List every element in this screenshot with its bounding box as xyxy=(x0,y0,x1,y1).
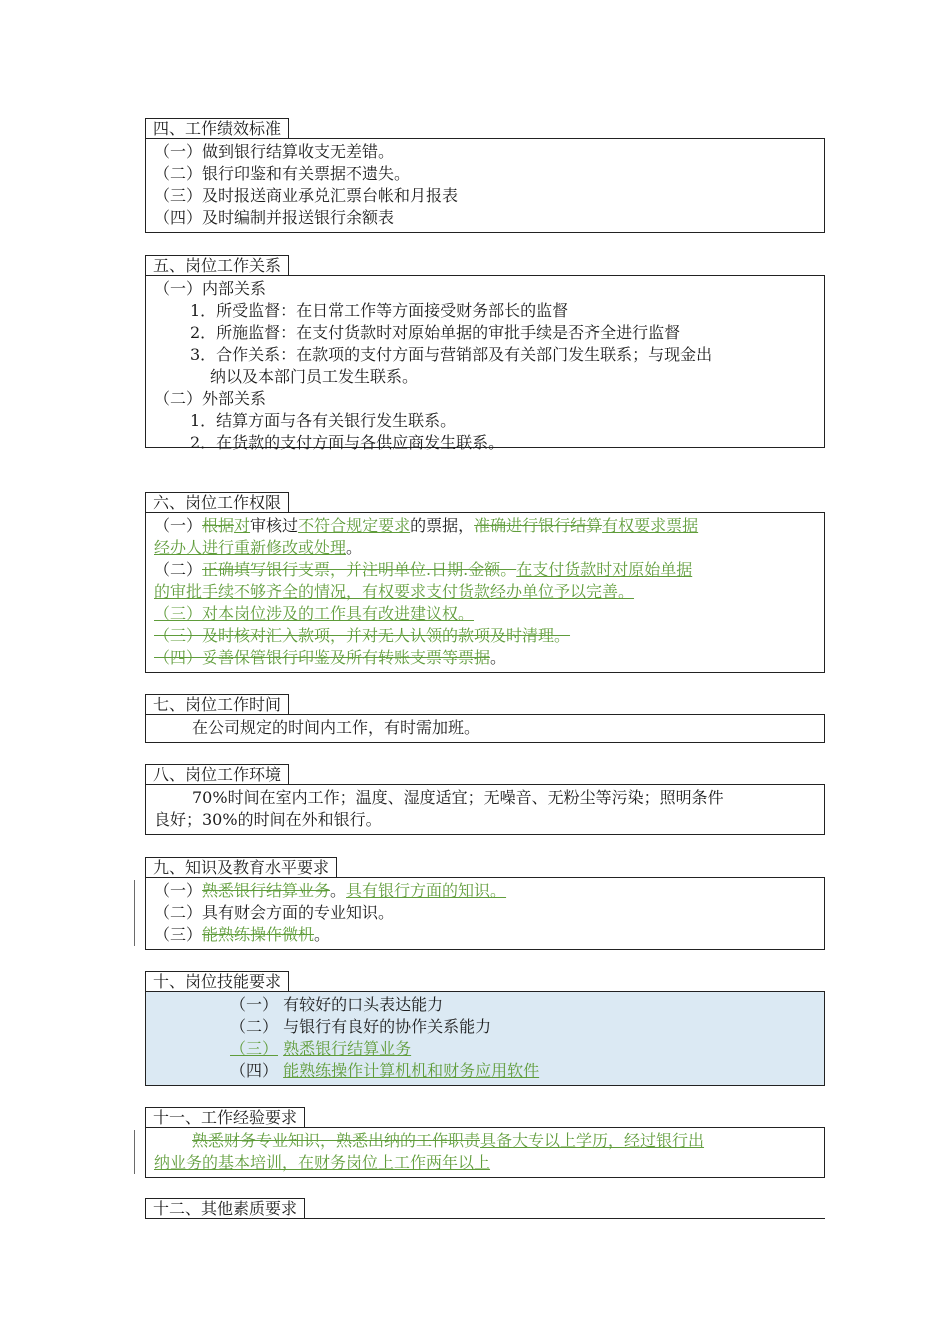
section-body xyxy=(145,878,825,950)
subheading-internal: （一）内部关系 xyxy=(154,279,267,298)
item-number: （一） xyxy=(230,995,279,1014)
text-line xyxy=(154,537,816,559)
paragraph-line: 良好；30%的时间在外和银行。 xyxy=(154,810,382,829)
divider xyxy=(145,784,825,785)
inserted-text: 有权要求票据 xyxy=(602,516,699,535)
section-work-environment xyxy=(145,764,825,835)
item-text: 与银行有良好的协作关系能力 xyxy=(283,1017,492,1036)
divider xyxy=(145,714,825,715)
section-body xyxy=(145,992,825,1086)
deleted-text: 准确进行银行结算 xyxy=(474,516,603,535)
text-line xyxy=(154,647,816,669)
change-bar xyxy=(134,880,135,946)
inserted-text: 在支付货款时对原始单据 xyxy=(516,560,693,579)
list-item: （二）银行印鉴和有关票据不遗失。 xyxy=(154,164,411,183)
text-line xyxy=(154,1130,816,1152)
inserted-text: （三）对本岗位涉及的工作具有改进建议权。 xyxy=(154,604,475,623)
section-body xyxy=(145,513,825,673)
section-work-relations xyxy=(145,255,825,452)
list-item xyxy=(154,1038,816,1060)
inserted-text: 能熟练操作计算机机和财务应用软件 xyxy=(283,1061,540,1080)
section-body xyxy=(145,785,825,835)
text-line xyxy=(154,880,816,902)
text-run: 。 xyxy=(490,648,507,667)
section-header xyxy=(145,255,825,276)
divider xyxy=(145,512,825,513)
item-number: （二） xyxy=(230,1017,279,1036)
inserted-text: 经办人进行重新修改或处理 xyxy=(154,538,347,557)
section-body xyxy=(145,139,825,233)
deleted-text: （四）妥善保管银行印鉴及所有转账支票等票据 xyxy=(154,648,491,667)
section-header xyxy=(145,118,825,139)
inserted-text: 熟悉银行结算业务 xyxy=(283,1039,412,1058)
text-run: 。 xyxy=(314,925,331,944)
list-item xyxy=(154,1016,816,1038)
item-text: 有较好的口头表达能力 xyxy=(283,995,444,1014)
section-other-qualities xyxy=(145,1198,825,1219)
divider xyxy=(145,138,825,139)
section-work-time xyxy=(145,694,825,743)
divider xyxy=(145,275,825,276)
inserted-text: 的审批手续不够齐全的情况，有权要求支付货款经办单位予以完善。 xyxy=(154,582,635,601)
inserted-text: （三） xyxy=(230,1039,279,1058)
section-title: 十一、工作经验要求 xyxy=(145,1107,305,1128)
list-item: 2．在货款的支付方面与各供应商发生联系。 xyxy=(190,433,505,452)
deleted-text: 熟悉银行结算业务 xyxy=(202,881,331,900)
list-item: 3．合作关系：在款项的支付方面与营销部及有关部门发生联系；与现金出 xyxy=(190,345,713,364)
list-item: 1．所受监督：在日常工作等方面接受财务部长的监督 xyxy=(190,301,569,320)
deleted-text: 熟悉财务专业知识，熟悉出纳的工作职责 xyxy=(192,1131,481,1150)
inserted-text: 纳业务的基本培训，在财务岗位上工作两年以上 xyxy=(154,1153,491,1172)
section-header xyxy=(145,694,825,715)
section-body xyxy=(145,1128,825,1178)
list-item xyxy=(154,994,816,1016)
section-authority xyxy=(145,492,825,673)
section-experience xyxy=(145,1107,825,1178)
text-run: 。 xyxy=(330,881,347,900)
list-item: 1．结算方面与各有关银行发生联系。 xyxy=(190,411,457,430)
paragraph-line: 70%时间在室内工作；温度、湿度适宜；无噪音、无粉尘等污染；照明条件 xyxy=(192,788,724,807)
subheading-external: （二）外部关系 xyxy=(154,389,267,408)
section-body xyxy=(145,715,825,743)
section-header xyxy=(145,764,825,785)
section-title: 八、岗位工作环境 xyxy=(145,764,289,785)
inserted-text: 不符合规定要求 xyxy=(298,516,411,535)
section-title: 十二、其他素质要求 xyxy=(145,1198,305,1219)
deleted-text: 根据 xyxy=(202,516,235,535)
inserted-text: 具有银行方面的知识。 xyxy=(346,881,507,900)
divider xyxy=(145,1218,825,1219)
change-bar xyxy=(134,1130,135,1174)
section-title: 六、岗位工作权限 xyxy=(145,492,289,513)
list-item: （四）及时编制并报送银行余额表 xyxy=(154,208,395,227)
deleted-text: （三）及时核对汇入款项，并对无人认领的款项及时清理。 xyxy=(154,626,571,645)
text-run: 审核过 xyxy=(250,516,299,535)
item-number: （四） xyxy=(230,1061,279,1080)
section-title: 七、岗位工作时间 xyxy=(145,694,289,715)
text-line xyxy=(154,559,816,581)
section-header xyxy=(145,1198,825,1219)
inserted-text: 具备大专以上学历，经过银行出 xyxy=(480,1131,705,1150)
section-header xyxy=(145,857,825,878)
text-run: （三） xyxy=(154,925,203,944)
text-run: 。 xyxy=(346,538,363,557)
section-title: 九、知识及教育水平要求 xyxy=(145,857,337,878)
section-skills xyxy=(145,971,825,1086)
text-run: 的票据， xyxy=(410,516,475,535)
inserted-text: 对 xyxy=(234,516,251,535)
section-header xyxy=(145,971,825,992)
list-item-continued: 纳以及本部门员工发生联系。 xyxy=(210,367,419,386)
text-run: （一） xyxy=(154,516,203,535)
text-run: （二） xyxy=(154,560,203,579)
text-line: （二）具有财会方面的专业知识。 xyxy=(154,903,395,922)
list-item xyxy=(154,1060,816,1082)
section-title: 五、岗位工作关系 xyxy=(145,255,289,276)
section-body xyxy=(145,276,825,452)
list-item: （三）及时报送商业承兑汇票台帐和月报表 xyxy=(154,186,459,205)
list-item: （一）做到银行结算收支无差错。 xyxy=(154,142,395,161)
section-header xyxy=(145,492,825,513)
section-header xyxy=(145,1107,825,1128)
text-line xyxy=(154,924,816,946)
section-title: 四、工作绩效标准 xyxy=(145,118,289,139)
section-title: 十、岗位技能要求 xyxy=(145,971,289,992)
deleted-text: 正确填写银行支票，并注明单位.日期.金额。 xyxy=(202,560,517,579)
divider xyxy=(145,991,825,992)
list-item: 2．所施监督：在支付货款时对原始单据的审批手续是否齐全进行监督 xyxy=(190,323,681,342)
deleted-text: 能熟练操作微机 xyxy=(202,925,315,944)
text-line xyxy=(154,515,816,537)
section-knowledge-education xyxy=(145,857,825,950)
paragraph: 在公司规定的时间内工作，有时需加班。 xyxy=(192,718,481,737)
text-run: （一） xyxy=(154,881,203,900)
section-performance-standards xyxy=(145,118,825,233)
